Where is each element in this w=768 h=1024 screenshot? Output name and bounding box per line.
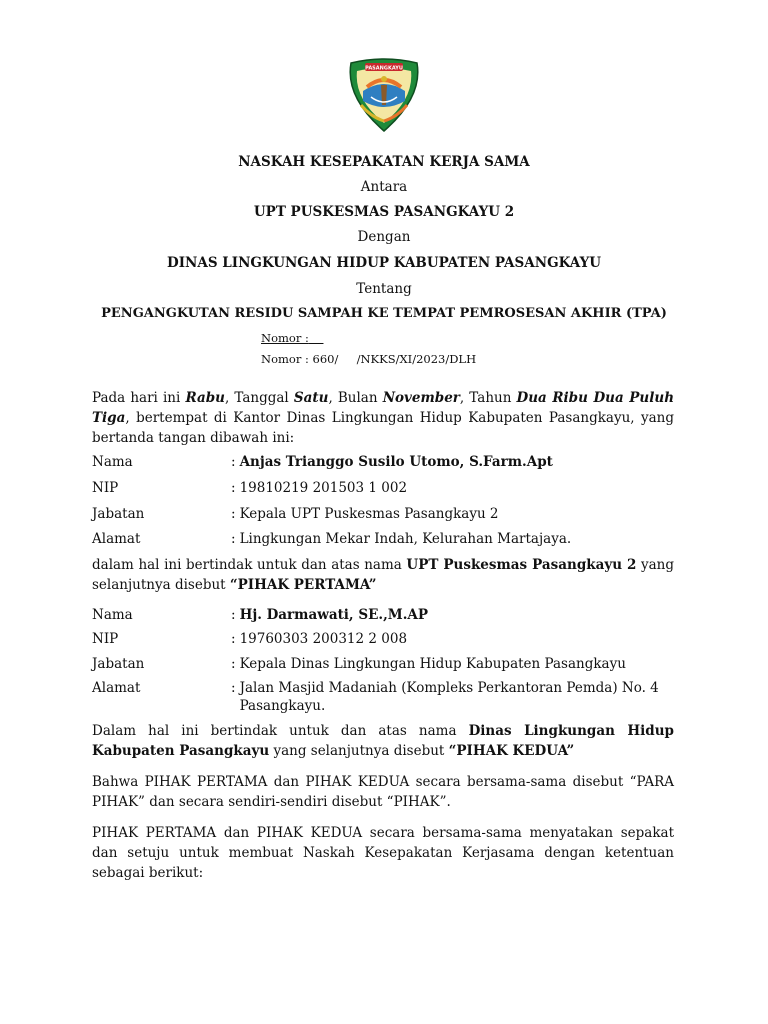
document-number: Nomor : 660/ /NKKS/XI/2023/DLH — [261, 352, 477, 366]
intro-day: Rabu — [185, 390, 225, 406]
about-label: Tentang — [356, 281, 412, 297]
first-party-heading: UPT PUSKESMAS PASANGKAYU 2 — [253, 204, 515, 220]
parties-definition-paragraph: Bahwa PIHAK PERTAMA dan PIHAK KEDUA secara bersama-sama disebut “PARA PIHAK” dan secara sendiri-sendiri disebut “PIHAK”. — [92, 774, 674, 810]
field-label: NIP — [92, 631, 119, 647]
first-party-statement: dalam hal ini bertindak untuk dan atas nama UPT Puskesmas Pasangkayu 2 yang selanjutnya disebut “PIHAK PERTAMA” — [92, 557, 674, 593]
field-label: Jabatan — [92, 656, 145, 672]
first-party-position: Kepala UPT Puskesmas Pasangkayu 2 — [239, 506, 499, 522]
pasangkayu-emblem-logo — [343, 57, 425, 133]
second-party-statement: Dalam hal ini bertindak untuk dan atas nama Dinas Lingkungan Hidup Kabupaten Pasangkayu yang selanjutnya disebut “PIHAK KEDUA” — [92, 723, 674, 759]
second-party-address: Jalan Masjid Madaniah (Kompleks Perkantoran Pemda) No. 4 Pasangkayu. — [239, 680, 659, 714]
field-label: Nama — [92, 607, 133, 623]
first-party-alias: “PIHAK PERTAMA” — [229, 577, 377, 593]
second-party-position: Kepala Dinas Lingkungan Hidup Kabupaten Pasangkayu — [239, 656, 626, 672]
second-party-org: Dinas Lingkungan Hidup Kabupaten Pasangkayu — [92, 723, 674, 759]
intro-month: November — [382, 390, 460, 406]
second-party-alias: “PIHAK KEDUA” — [448, 743, 575, 759]
number-label — [261, 330, 323, 346]
intro-paragraph: Pada hari ini Rabu, Tanggal Satu, Bulan November, Tahun Dua Ribu Dua Puluh Tiga, bertempat di Kantor Dinas Lingkungan Hidup Kabupaten Pasangkayu, yang bertanda tangan dibawah ini: — [92, 390, 675, 446]
document-page: PASANGKAYU NASKAH KESEPAKATAN KERJA SAMA Antara UPT PUSKESMAS PASANGKAYU 2 Dengan DINAS LINGKUNGAN HIDUP KABUPATEN PASANGKAYU Tentang PENGANGKUTAN RESIDU SAMPAH KE TEMPAT PEMROSESAN AKHIR (TPA) Nomor : Nomor : 660/ /NKKS/XI/2023/DLH Pada hari ini Rabu, Tanggal Satu, Bulan November, Tahun Dua Ribu Dua Puluh Tiga, bertempat di Kantor Dinas Lingkungan Hidup Kabupaten Pasangkayu, yang bertanda tangan dibawah ini: Nama : Anjas Trianggo Susilo Utomo, S.Farm.Apt NIP : 19810219 201503 1 002 Jabatan : Kepala UPT Puskesmas Pasangkayu 2 Alamat : Lingkungan Mekar Indah, Kelurahan Martajaya. dalam hal ini bertindak untuk dan atas nama UPT Puskesmas Pasangkayu 2 yang selanjutnya disebut “PIHAK PERTAMA” Nama : Hj. Darmawati, SE.,M.AP NIP : 19760303 200312 2 008 Jabatan : Kepala Dinas Lingkungan Hidup Kabupaten Pasangkayu Alamat : Jalan Masjid Madaniah (Kompleks Perkantoran Pemda) No. 4 Pasangkayu. Dalam hal ini bertindak untuk dan atas nama Dinas Lingkungan Hidup Kabupaten Pasangkayu yang selanjutnya disebut “PIHAK KEDUA” Bahwa PIHAK PERTAMA dan PIHAK KEDUA secara bersama-sama disebut “PARA PIHAK” dan secara sendiri-sendiri disebut “PIHAK”. PIHAK PERTAMA dan PIHAK KEDUA secara bersama-sama menyatakan sepakat dan setuju untuk membuat Naskah Kesepakatan Kerjasama dengan ketentuan sebagai berikut: — [0, 0, 768, 1024]
first-party-nip: 19810219 201503 1 002 — [239, 480, 408, 496]
between-label: Antara — [360, 179, 408, 195]
first-party-org: UPT Puskesmas Pasangkayu 2 — [406, 557, 637, 573]
field-label: Alamat — [92, 680, 141, 696]
agreement-subject: PENGANGKUTAN RESIDU SAMPAH KE TEMPAT PEMROSESAN AKHIR (TPA) — [101, 306, 667, 321]
second-party-name: Hj. Darmawati, SE.,M.AP — [239, 607, 429, 623]
agreement-paragraph: PIHAK PERTAMA dan PIHAK KEDUA secara bersama-sama menyatakan sepakat dan setuju untuk membuat Naskah Kesepakatan Kerjasama dengan ketentuan sebagai berikut: — [92, 825, 674, 881]
field-label: Alamat — [92, 531, 141, 547]
second-party-nip: 19760303 200312 2 008 — [239, 631, 408, 647]
logo-banner-text: PASANGKAYU — [365, 65, 403, 72]
field-label: Jabatan — [92, 506, 145, 522]
second-party-heading: DINAS LINGKUNGAN HIDUP KABUPATEN PASANGKAYU — [166, 255, 602, 271]
intro-date: Satu — [293, 390, 329, 406]
field-label: NIP — [92, 480, 119, 496]
with-label: Dengan — [357, 229, 411, 245]
intro-year: Dua Ribu Dua Puluh Tiga — [92, 390, 675, 426]
first-party-address: Lingkungan Mekar Indah, Kelurahan Martajaya. — [239, 531, 572, 547]
document-title: NASKAH KESEPAKATAN KERJA SAMA — [238, 154, 530, 170]
first-party-name: Anjas Trianggo Susilo Utomo, S.Farm.Apt — [239, 454, 553, 470]
number-label-text: Nomor : — [261, 331, 309, 345]
field-label: Nama — [92, 454, 133, 470]
